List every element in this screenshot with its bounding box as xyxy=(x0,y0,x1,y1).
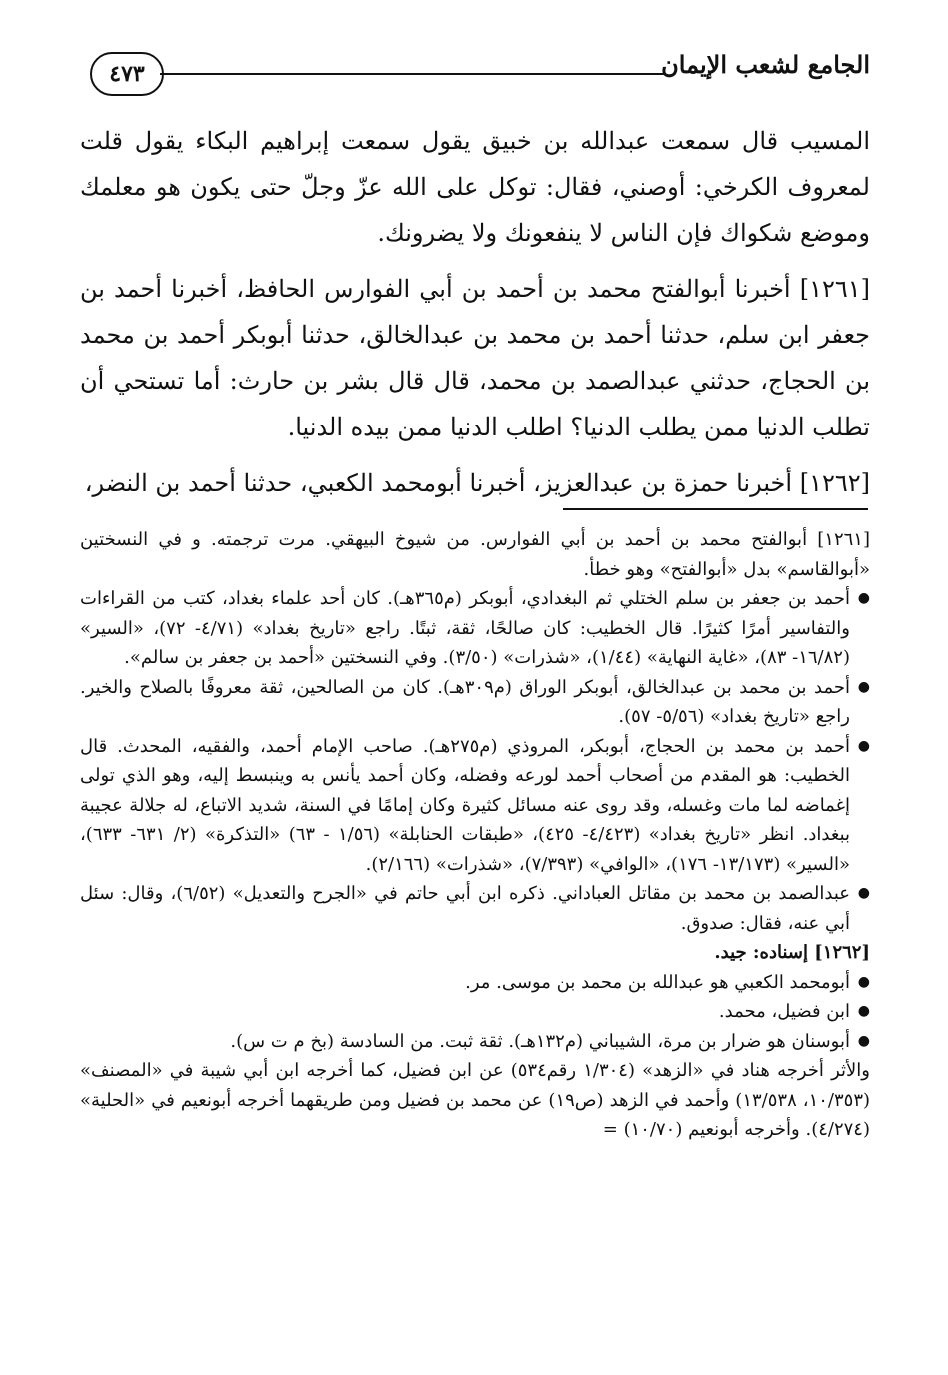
list-item: ● عبدالصمد بن محمد بن مقاتل العباداني. ذكره ابن أبي حاتم في «الجرح والتعديل» (٦/٥٢)، وقال: سئل أبي عنه، فقال: صدوق. xyxy=(80,879,870,938)
list-item: ● أبومحمد الكعبي هو عبدالله بن محمد بن موسى. مر. xyxy=(80,968,870,998)
footnote-divider xyxy=(563,508,868,510)
list-item: ● أبوسنان هو ضرار بن مرة، الشيباني (م١٣٢هـ). ثقة ثبت. من السادسة (بخ م ت س). xyxy=(80,1027,870,1057)
header-rule xyxy=(160,73,665,75)
footnote-1261-list xyxy=(80,584,870,938)
list-item: ● أحمد بن جعفر بن سلم الختلي ثم البغدادي، أبوبكر (م٣٦٥هـ). كان أحد علماء بغداد، كتب من القراءات والتفاسير أمرًا كثيرًا. قال الخطيب: كان صالحًا، ثقة، ثبتًا. راجع «تاريخ بغداد» (٤/٧١- ٧٢)، «السير» (١٦/٨٢- ٨٣)، «غاية النهاية» (١/٤٤)، «شذرات» (٣/٥٠). وفي النسختين «أحمد بن جعفر بن سالم». xyxy=(80,584,870,673)
main-paragraph: [١٢٦٢] أخبرنا حمزة بن عبدالعزيز، أخبرنا أبومحمد الكعبي، حدثنا أحمد بن النضر، xyxy=(84,469,870,497)
list-item: ● أحمد بن محمد بن الحجاج، أبوبكر، المروذي (م٢٧٥هـ). صاحب الإمام أحمد، والفقيه، المحدث. قال الخطيب: هو المقدم من أصحاب أحمد لورعه وفضله، وكان أحمد يأنس به وينبسط إليه، وهو الذي تولى إغماضه لما مات وغسله، وقد روى عنه مسائل كثيرة وكان إمامًا في السنة، شديد الاتباع، له جلالة عجيبة ببغداد. انظر «تاريخ بغداد» (٤/٤٢٣- ٤٢٥)، «طبقات الحنابلة» (١/٥٦ - ٦٣) «التذكرة» (٢/ ٦٣١- ٦٣٣)، «السير» (١٣/١٧٣- ١٧٦)، «الوافي» (٧/٣٩٣)، «شذرات» (٢/١٦٦). xyxy=(80,732,870,880)
running-title: الجامع لشعب الإيمان xyxy=(661,50,870,79)
main-paragraph: المسيب قال سمعت عبدالله بن خبيق يقول سمعت إبراهيم البكاء يقول قلت لمعروف الكرخي: أوصني، فقال: توكل على الله عزّ وجلّ حتى يكون هو معلمك وموضع شكواك فإن الناس لا ينفعونك ولا يضرونك. xyxy=(80,127,870,247)
page-number: ٤٧٣ xyxy=(90,52,164,96)
footnote-1262-closing: والأثر أخرجه هناد في «الزهد» (١/٣٠٤ رقم٥٣٤) عن ابن فضيل، كما أخرجه ابن أبي شيبة في «المصنف» (١٠/٣٥٣، ١٣/٥٣٨) وأحمد في الزهد (ص١٩) عن محمد بن فضيل ومن طريقهما أخرجه أبونعيم في «الحلية» (٤/٢٧٤). وأخرجه أبونعيم (١٠/٧٠) = xyxy=(80,1060,871,1140)
list-item: ● أحمد بن محمد بن عبدالخالق، أبوبكر الوراق (م٣٠٩هـ). كان من الصالحين، ثقة معروفًا بالصلاح والخير. راجع «تاريخ بغداد» (٥/٥٦- ٥٧). xyxy=(80,673,870,732)
footnote-1262-label: [١٢٦٢] إسناده: جيد. xyxy=(714,942,870,963)
footnotes xyxy=(80,525,870,1145)
footnote-1261-intro: [١٢٦١] أبوالفتح محمد بن أحمد بن أبي الفوارس. من شيوخ البيهقي. مرت ترجمته. و في النسختين «أبوالقاسم» بدل «أبوالفتح» وهو خطأ. xyxy=(80,529,870,580)
footnote-1262-list xyxy=(80,968,870,1057)
main-text xyxy=(80,118,870,516)
page-header xyxy=(80,40,870,100)
main-paragraph: [١٢٦١] أخبرنا أبوالفتح محمد بن أحمد بن أبي الفوارس الحافظ، أخبرنا أحمد بن جعفر ابن سلم، حدثنا أحمد بن محمد بن عبدالخالق، حدثنا أبوبكر أحمد بن محمد بن الحجاج، حدثني عبدالصمد بن محمد، قال قال بشر بن حارث: أما تستحي أن تطلب الدنيا ممن يطلب الدنيا؟ اطلب الدنيا ممن بيده الدنيا. xyxy=(80,275,870,441)
list-item: ● ابن فضيل، محمد. xyxy=(80,997,870,1027)
